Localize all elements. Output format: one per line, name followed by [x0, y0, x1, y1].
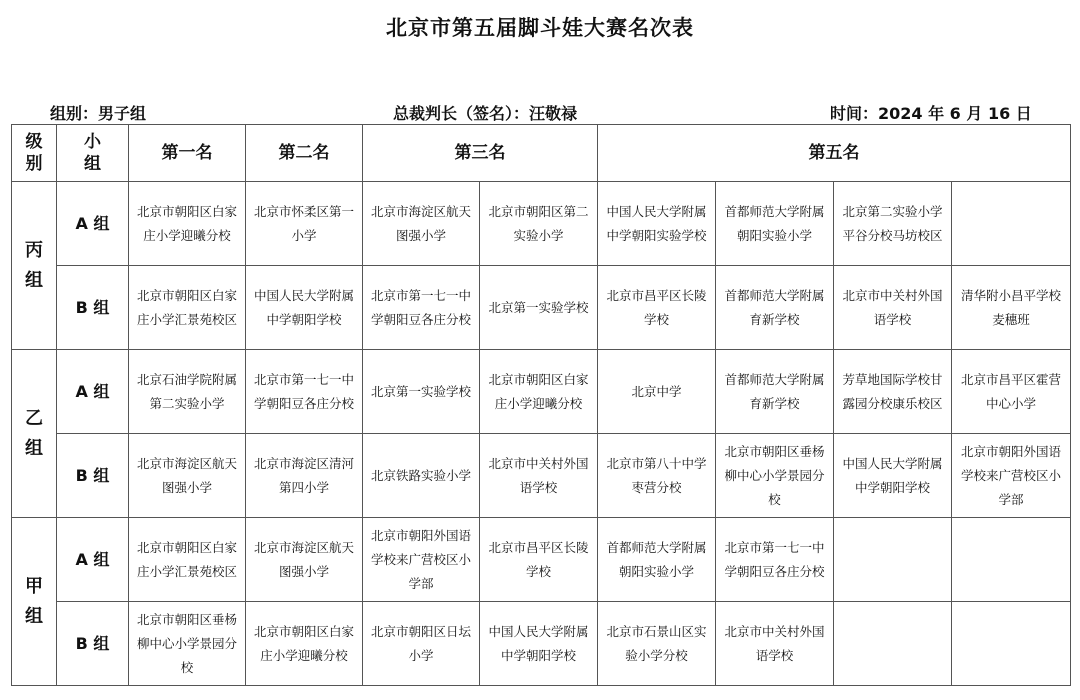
school-cell: 北京第二实验小学平谷分校马坊校区 — [834, 182, 952, 266]
school-cell: 北京市中关村外国语学校 — [716, 602, 834, 686]
school-cell: 中国人民大学附属中学朝阳学校 — [834, 434, 952, 518]
school-cell: 北京市朝阳区白家庄小学汇景苑校区 — [129, 266, 246, 350]
school-cell: 北京市朝阳区白家庄小学迎曦分校 — [129, 182, 246, 266]
school-cell: 北京市中关村外国语学校 — [480, 434, 598, 518]
school-cell: 芳草地国际学校甘露园分校康乐校区 — [834, 350, 952, 434]
school-cell — [952, 182, 1071, 266]
school-cell: 北京市第一七一中学朝阳豆各庄分校 — [716, 518, 834, 602]
page-title: 北京市第五届脚斗娃大赛名次表 — [386, 16, 694, 40]
table-row — [12, 266, 1071, 350]
school-cell: 北京市昌平区霍营中心小学 — [952, 350, 1071, 434]
school-cell: 清华附小昌平学校麦穗班 — [952, 266, 1071, 350]
school-cell: 北京市朝阳区第二实验小学 — [480, 182, 598, 266]
group-cell: B 组 — [57, 602, 129, 686]
table-header-row — [12, 125, 1071, 182]
school-cell: 北京市海淀区清河第四小学 — [246, 434, 363, 518]
header-first-place: 第一名 — [129, 125, 246, 182]
school-cell: 北京市第一七一中学朝阳豆各庄分校 — [363, 266, 480, 350]
table-row — [12, 602, 1071, 686]
school-cell: 北京市怀柔区第一小学 — [246, 182, 363, 266]
school-cell: 北京第一实验学校 — [480, 266, 598, 350]
school-cell: 北京市朝阳区垂杨柳中心小学景园分校 — [129, 602, 246, 686]
school-cell: 北京市朝阳区白家庄小学迎曦分校 — [246, 602, 363, 686]
school-cell: 北京市第八十中学枣营分校 — [598, 434, 716, 518]
group-cell: A 组 — [57, 182, 129, 266]
school-cell: 北京第一实验学校 — [363, 350, 480, 434]
table-row — [12, 434, 1071, 518]
group-cell: B 组 — [57, 266, 129, 350]
school-cell: 中国人民大学附属中学朝阳实验学校 — [598, 182, 716, 266]
school-cell: 北京市第一七一中学朝阳豆各庄分校 — [246, 350, 363, 434]
school-cell: 北京市海淀区航天图强小学 — [129, 434, 246, 518]
header-second-place: 第二名 — [246, 125, 363, 182]
ranking-table — [11, 124, 1071, 686]
school-cell: 北京中学 — [598, 350, 716, 434]
school-cell: 北京市中关村外国语学校 — [834, 266, 952, 350]
school-cell: 中国人民大学附属中学朝阳学校 — [480, 602, 598, 686]
header-third-place: 第三名 — [363, 125, 598, 182]
level-cell: 丙 组 — [12, 182, 57, 350]
school-cell: 北京市昌平区长陵学校 — [598, 266, 716, 350]
header-level: 级 别 — [12, 125, 57, 182]
school-cell — [952, 518, 1071, 602]
level-cell: 乙 组 — [12, 350, 57, 518]
school-cell — [952, 602, 1071, 686]
school-cell: 北京市朝阳区白家庄小学汇景苑校区 — [129, 518, 246, 602]
group-cell: A 组 — [57, 518, 129, 602]
school-cell: 首都师范大学附属朝阳实验小学 — [598, 518, 716, 602]
school-cell: 北京市朝阳区日坛小学 — [363, 602, 480, 686]
school-cell — [834, 602, 952, 686]
group-cell: A 组 — [57, 350, 129, 434]
school-cell: 首都师范大学附属育新学校 — [716, 350, 834, 434]
school-cell: 首都师范大学附属朝阳实验小学 — [716, 182, 834, 266]
school-cell: 北京市朝阳区垂杨柳中心小学景园分校 — [716, 434, 834, 518]
school-cell: 中国人民大学附属中学朝阳学校 — [246, 266, 363, 350]
header-group: 小 组 — [57, 125, 129, 182]
school-cell: 北京市朝阳区白家庄小学迎曦分校 — [480, 350, 598, 434]
school-cell: 北京市朝阳外国语学校来广营校区小学部 — [952, 434, 1071, 518]
school-cell: 北京石油学院附属第二实验小学 — [129, 350, 246, 434]
school-cell: 北京市朝阳外国语学校来广营校区小学部 — [363, 518, 480, 602]
level-cell: 甲 组 — [12, 518, 57, 686]
table-row — [12, 518, 1071, 602]
group-cell: B 组 — [57, 434, 129, 518]
chief-judge-label: 总裁判长（签名）：汪敬禄 — [393, 104, 578, 123]
school-cell — [834, 518, 952, 602]
school-cell: 北京铁路实验小学 — [363, 434, 480, 518]
table-row — [12, 182, 1071, 266]
table-row — [12, 350, 1071, 434]
date-label: 时间：2024 年 6 月 16 日 — [830, 104, 1032, 123]
category-label: 组别：男子组 — [50, 104, 147, 123]
school-cell: 北京市海淀区航天图强小学 — [363, 182, 480, 266]
school-cell: 北京市昌平区长陵学校 — [480, 518, 598, 602]
header-fifth-place: 第五名 — [598, 125, 1071, 182]
school-cell: 首都师范大学附属育新学校 — [716, 266, 834, 350]
school-cell: 北京市海淀区航天图强小学 — [246, 518, 363, 602]
school-cell: 北京市石景山区实验小学分校 — [598, 602, 716, 686]
